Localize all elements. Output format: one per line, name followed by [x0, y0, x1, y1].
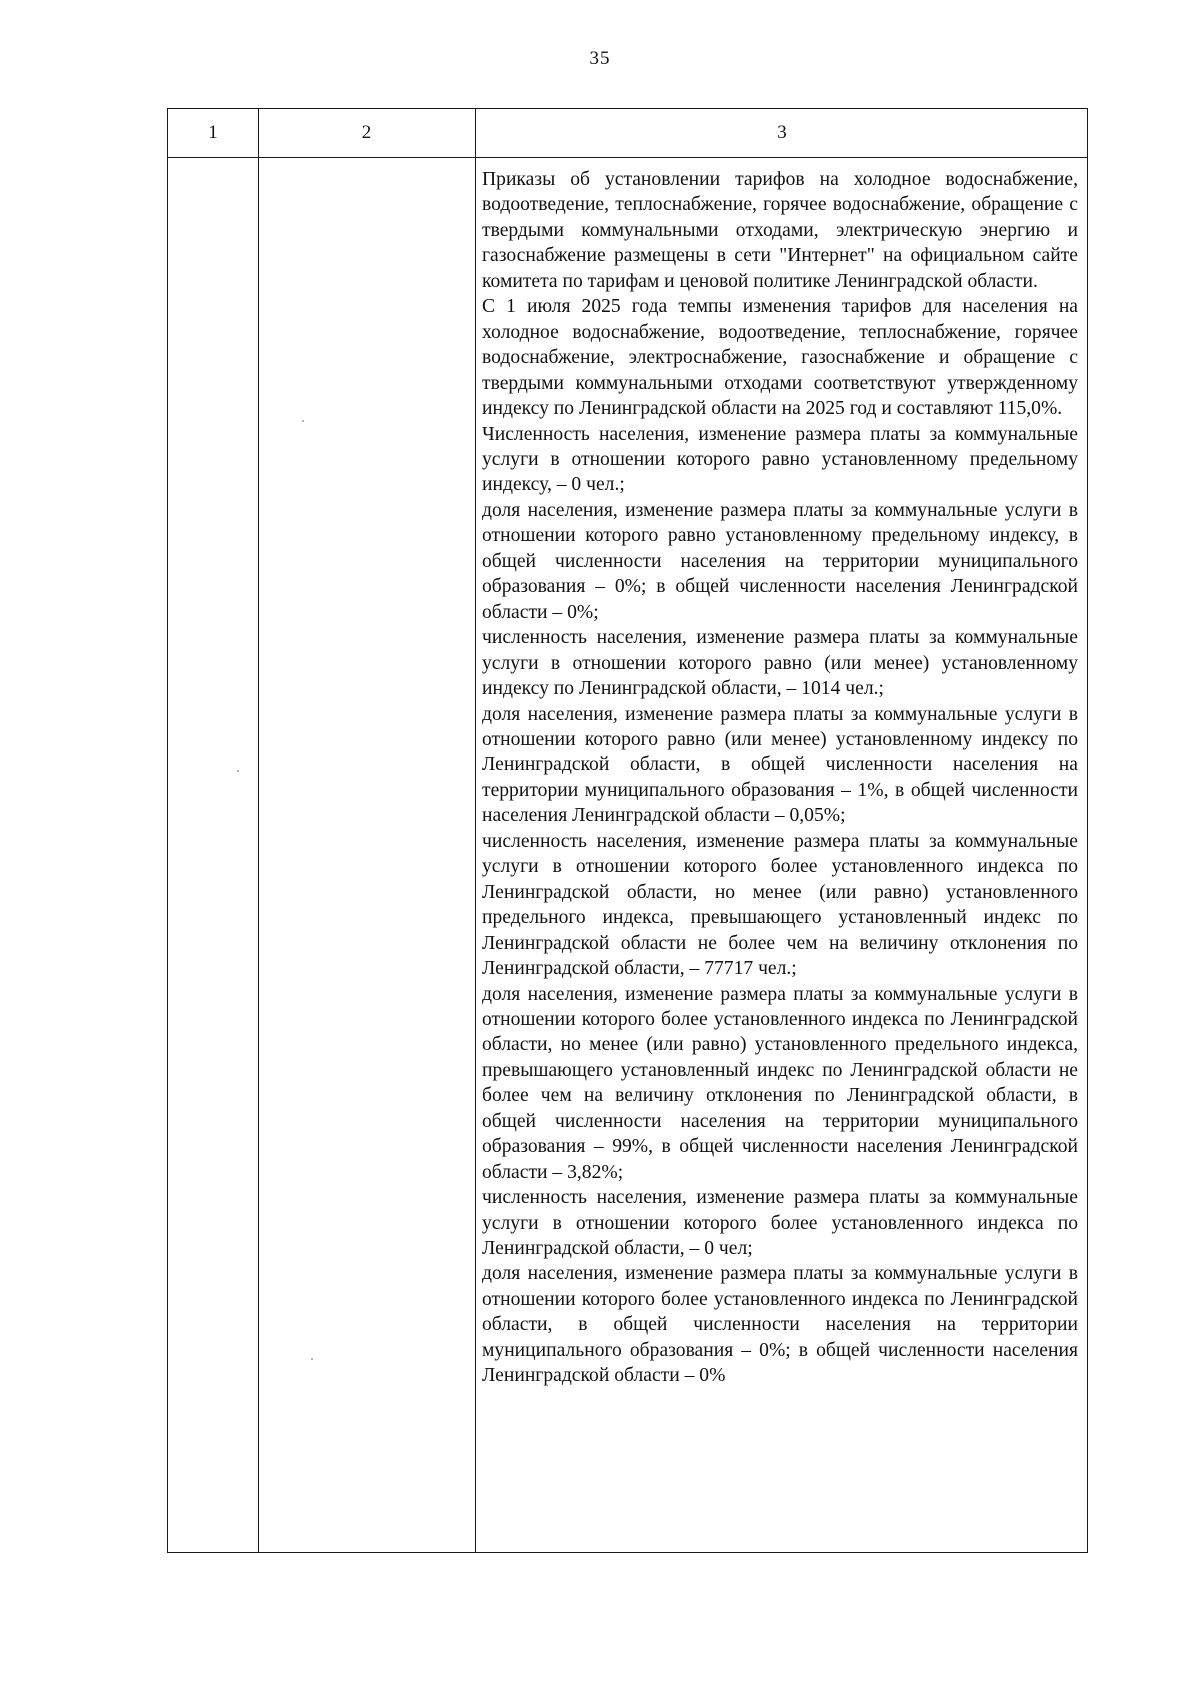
column-divider: [475, 109, 476, 1552]
column-3-content: [482, 167, 1078, 1389]
paragraph-tariff-growth: С 1 июля 2025 года темпы изменения тарифов для населения на холодное водоснабжение, водоотведение, теплоснабжение, горячее водоснабжение, электроснабжение, газоснабжение и обращение с твердыми коммунальными отходами соответствуют утвержденному индексу по Ленинградской области на 2025 год и составляют 115,0%.: [482, 296, 1078, 420]
paragraph-count-below-index: численность населения, изменение размера платы за коммунальные услуги в отношении которого равно (или менее) установленному индексу по Ленинградской области, – 1014 чел.;: [482, 627, 1078, 700]
scan-speck: [302, 420, 304, 422]
column-header-3: 3: [777, 122, 787, 143]
header-divider: [168, 157, 1087, 158]
page-number: 35: [589, 48, 611, 69]
paragraph-count-within-deviation: численность населения, изменение размера платы за коммунальные услуги в отношении которого более установленного индекса по Ленинградской области, но менее (или равно) установленного предельного индекса, превышающего установленный индекс по Ленинградской области не более чем на величину отклонения по Ленинградской области, – 77717 чел.;: [482, 830, 1078, 980]
scan-speck: [311, 1358, 313, 1360]
paragraph-tariff-orders: Приказы об установлении тарифов на холодное водоснабжение, водоотведение, теплоснабжение, горячее водоснабжение, обращение с твердыми коммунальными отходами, электрическую энергию и газоснабжение размещены в сети "Интернет" на официальном сайте комитета по тарифам и ценовой политике Ленинградской области.: [482, 169, 1078, 292]
document-table: [167, 108, 1088, 1553]
paragraph-share-above-index: доля населения, изменение размера платы за коммунальные услуги в отношении которого более установленного индекса по Ленинградской области, в общей численности населения на территории муниципального образования – 0%; в общей численности населения Ленинградской области – 0%: [482, 1263, 1078, 1387]
paragraph-share-within-deviation: доля населения, изменение размера платы за коммунальные услуги в отношении которого более установленного индекса по Ленинградской области, но менее (или равно) установленного предельного индекса, превышающего установленный индекс по Ленинградской области не более чем на величину отклонения по Ленинградской области, в общей численности населения на территории муниципального образования – 99%, в общей численности населения Ленинградской области – 3,82%;: [482, 983, 1078, 1183]
column-divider: [258, 109, 259, 1552]
column-header-1: 1: [208, 122, 218, 143]
scan-speck: [237, 770, 239, 772]
paragraph-count-above-index: численность населения, изменение размера платы за коммунальные услуги в отношении которого более установленного индекса по Ленинградской области, – 0 чел;: [482, 1187, 1078, 1260]
paragraph-share-below-index: доля населения, изменение размера платы за коммунальные услуги в отношении которого равно (или менее) установленному индексу по Ленинградской области, в общей численности населения на территории муниципального образования – 1%, в общей численности населения Ленинградской области – 0,05%;: [482, 703, 1078, 827]
paragraph-share-limit-index: доля населения, изменение размера платы за коммунальные услуги в отношении которого равно установленному предельному индексу, в общей численности населения на территории муниципального образования – 0%; в общей численности населения Ленинградской области – 0%;: [482, 499, 1078, 623]
paragraph-count-limit-index: Численность населения, изменение размера платы за коммунальные услуги в отношении которого равно установленному предельному индексу, – 0 чел.;: [482, 423, 1078, 496]
column-header-2: 2: [361, 122, 372, 143]
